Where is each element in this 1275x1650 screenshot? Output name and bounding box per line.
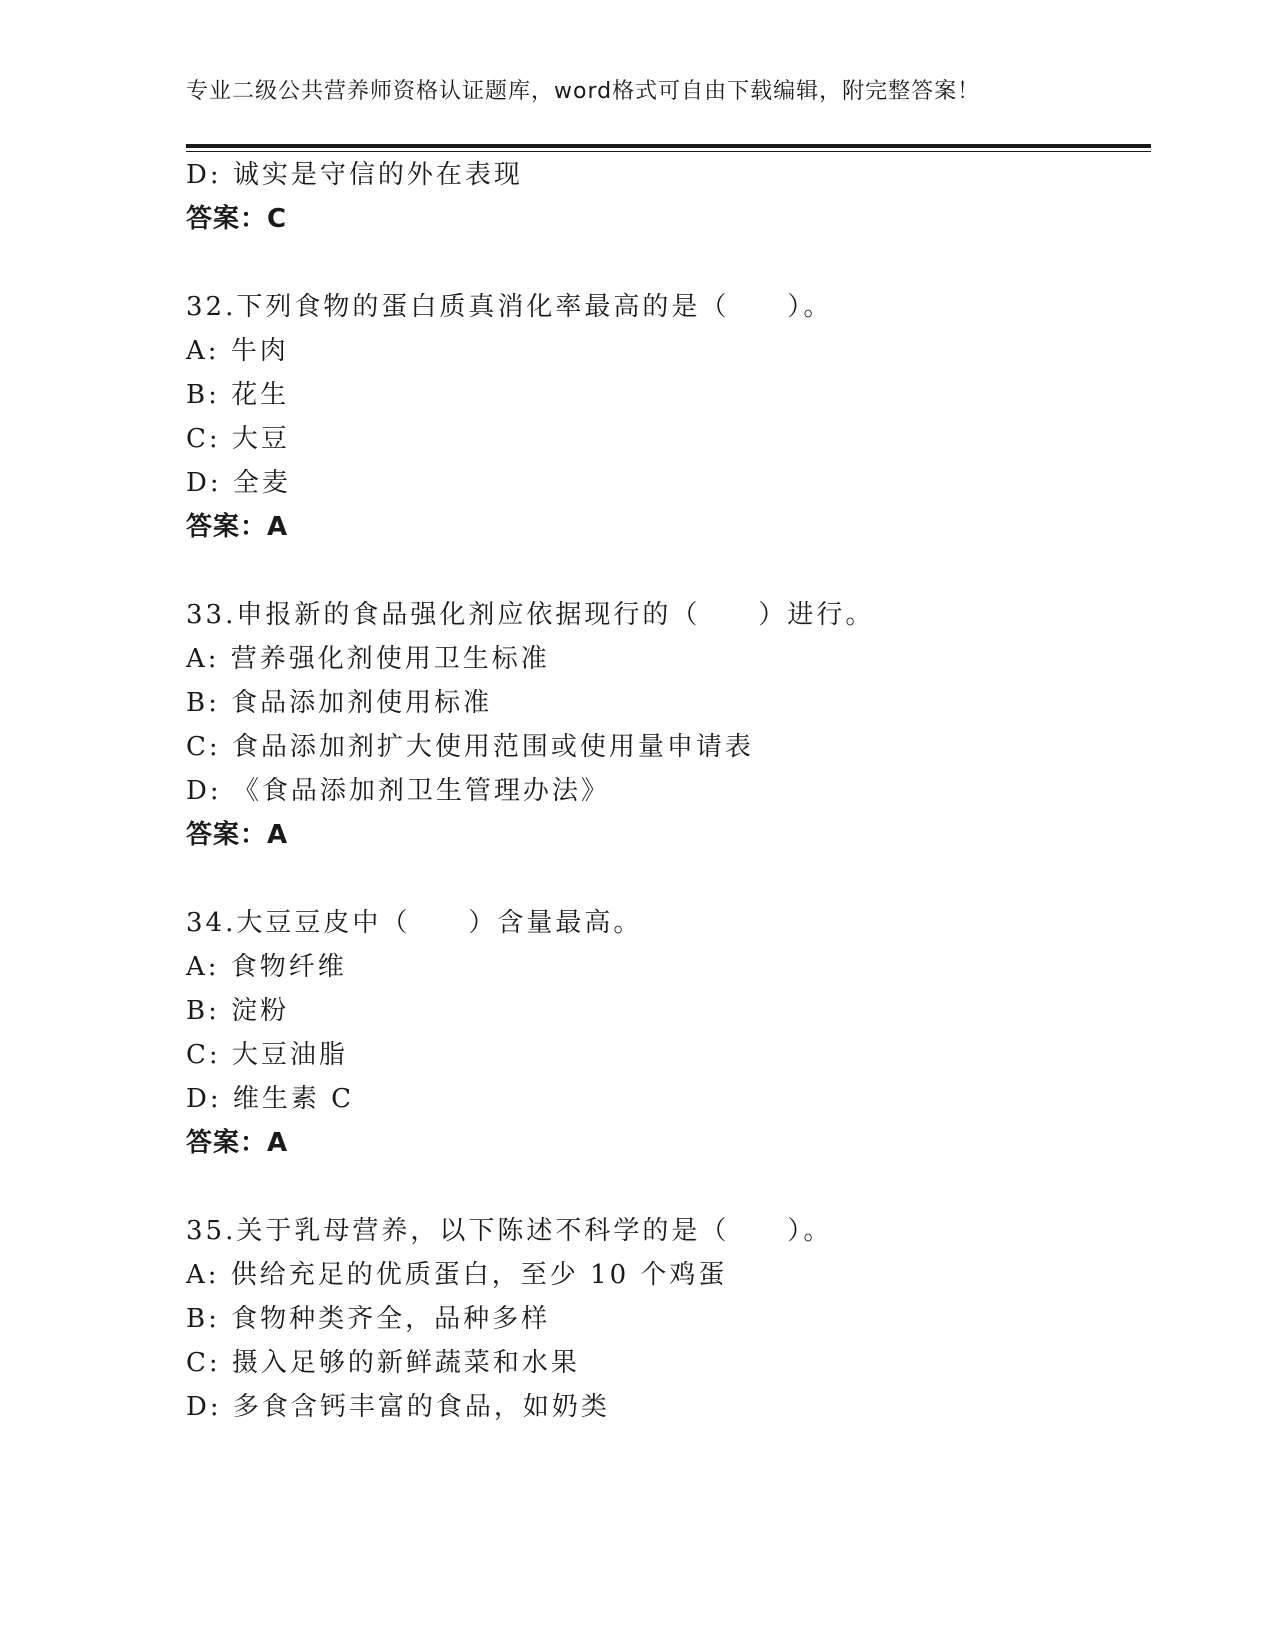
q35-option-a: A: 供给充足的优质蛋白，至少 10 个鸡蛋 xyxy=(186,1260,728,1290)
q35-question: 35.关于乳母营养，以下陈述不科学的是（ ）。 xyxy=(186,1216,833,1246)
q32-option-b: B: 花生 xyxy=(186,380,290,410)
q33-answer: 答案：A xyxy=(186,820,289,850)
q33-option-c: C: 食品添加剂扩大使用范围或使用量申请表 xyxy=(186,732,754,762)
q34-option-d: D: 维生素 C xyxy=(186,1084,355,1114)
header-divider-thin xyxy=(186,151,1151,152)
q33-question: 33.申报新的食品强化剂应依据现行的（ ）进行。 xyxy=(186,600,875,630)
q33-option-d: D: 《食品添加剂卫生管理办法》 xyxy=(186,776,610,806)
q31-option-d: D: 诚实是守信的外在表现 xyxy=(186,160,523,190)
q33-option-a: A: 营养强化剂使用卫生标准 xyxy=(186,644,550,674)
q34-option-c: C: 大豆油脂 xyxy=(186,1040,348,1070)
q32-question: 32.下列食物的蛋白质真消化率最高的是（ ）。 xyxy=(186,292,833,322)
q32-option-a: A: 牛肉 xyxy=(186,336,289,366)
q34-option-a: A: 食物纤维 xyxy=(186,952,347,982)
q31-answer: 答案：C xyxy=(186,204,288,234)
q32-option-c: C: 大豆 xyxy=(186,424,290,454)
q34-answer: 答案：A xyxy=(186,1128,289,1158)
q35-option-b: B: 食物种类齐全，品种多样 xyxy=(186,1304,551,1334)
q34-question: 34.大豆豆皮中（ ）含量最高。 xyxy=(186,908,643,938)
header-divider-thick xyxy=(186,144,1151,148)
q34-option-b: B: 淀粉 xyxy=(186,996,290,1026)
q33-option-b: B: 食品添加剂使用标准 xyxy=(186,688,493,718)
header-title: 专业二级公共营养师资格认证题库，word格式可自由下载编辑，附完整答案！ xyxy=(186,79,981,104)
q32-option-d: D: 全麦 xyxy=(186,468,291,498)
q32-answer: 答案：A xyxy=(186,512,289,542)
q35-option-c: C: 摄入足够的新鲜蔬菜和水果 xyxy=(186,1348,580,1378)
q35-option-d: D: 多食含钙丰富的食品，如奶类 xyxy=(186,1392,610,1422)
